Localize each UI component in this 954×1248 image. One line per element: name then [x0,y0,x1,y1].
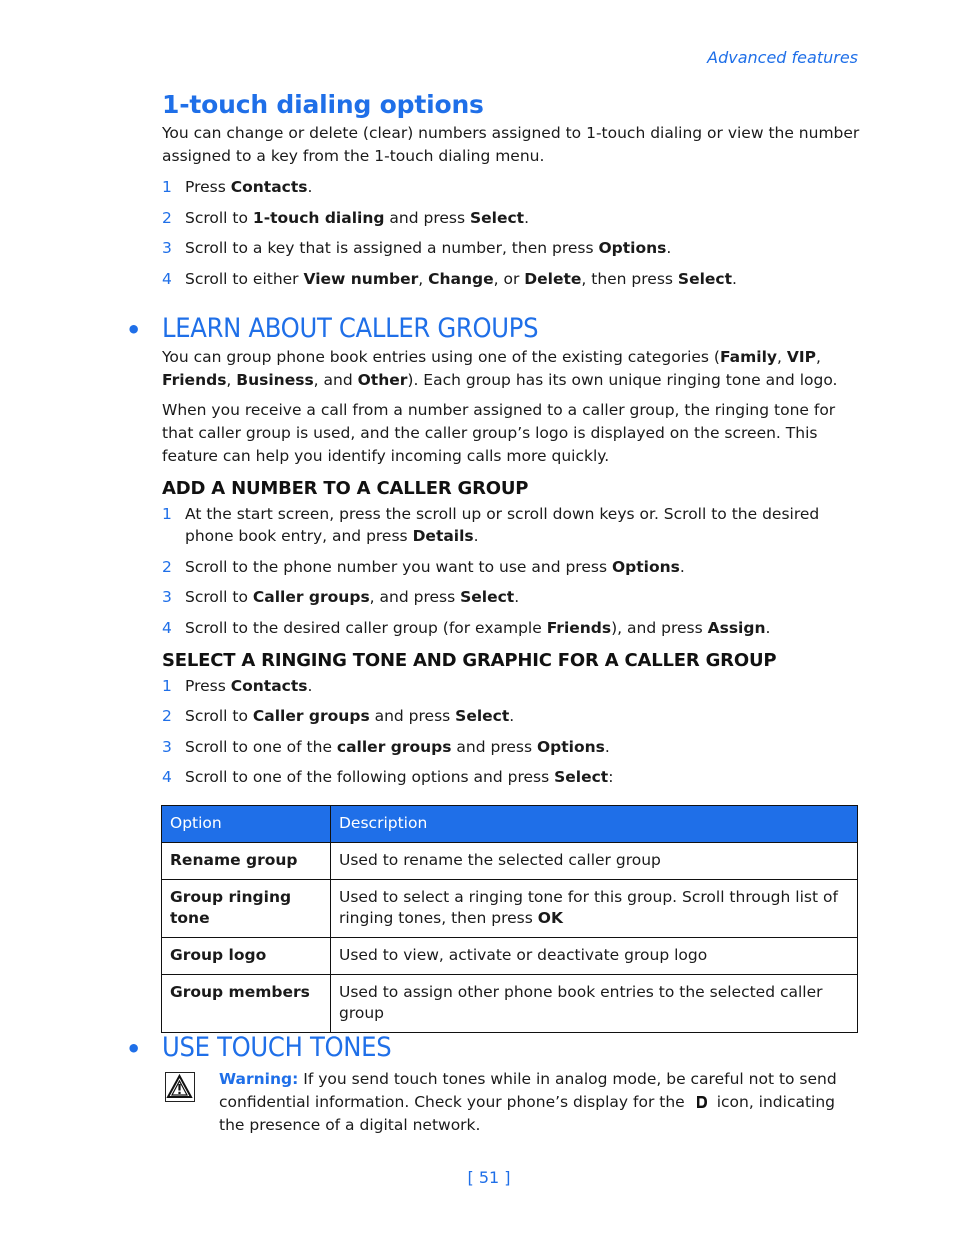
step-text: Scroll to a key that is assigned a number, then press Options. [185,239,672,257]
step-number: 2 [162,558,172,576]
step-number: 3 [162,588,172,606]
description-cell: Used to view, activate or deactivate group logo [331,938,858,975]
column-header-option: Option [162,806,331,843]
table-row [162,975,858,1033]
caller-groups-para-1: You can group phone book entries using one of the existing categories (Family, VIP, Friends, Business, and Other). Each group has its own unique ringing tone and logo. [162,348,838,389]
option-cell: Rename group [162,843,331,880]
page-number: [ 51 ] [467,1168,511,1187]
step-number: 4 [162,768,172,786]
step-text: Scroll to the phone number you want to use and press Options. [185,558,685,576]
description-cell: Used to rename the selected caller group [331,843,858,880]
description-cell: Used to select a ringing tone for this group. Scroll through list of ringing tones, then press OK [331,880,858,938]
section-title-touch-dialing: 1-touch dialing options [162,90,484,119]
step-number: 1 [162,178,172,196]
section-title-caller-groups: LEARN ABOUT CALLER GROUPS [162,313,539,344]
section-bullet: • [126,1035,142,1063]
step-text: Scroll to one of the following options and press Select: [185,768,614,786]
option-cell: Group logo [162,938,331,975]
step-text: Scroll to the desired caller group (for example Friends), and press Assign. [185,619,771,637]
step-text: Scroll to either View number, Change, or Delete, then press Select. [185,270,737,288]
warning-body-end: icon, indicating the presence of a digital network. [219,1093,836,1134]
step-text: Scroll to one of the caller groups and press Options. [185,738,610,756]
warning-body: If you send touch tones while in analog mode, be careful not to send confidential information. Check your phone’s display for the [219,1070,837,1111]
table-row [162,938,858,975]
step-number: 1 [162,677,172,695]
step-number: 4 [162,619,172,637]
step-number: 1 [162,505,172,523]
step-text: At the start screen, press the scroll up or scroll down keys or. Scroll to the desired phone book entry, and press Details. [185,505,820,545]
warning-text [219,1068,839,1137]
running-header: Advanced features [707,48,858,67]
subsection-title-select-tone: SELECT A RINGING TONE AND GRAPHIC FOR A CALLER GROUP [162,650,777,671]
subsection-title-add-number: ADD A NUMBER TO A CALLER GROUP [162,478,529,499]
table-header-row [162,806,858,843]
caller-groups-para-2: When you receive a call from a number assigned to a caller group, the ringing tone for that caller group is used, and the caller group’s logo is displayed on the screen. This feature can help you identify incoming calls more quickly. [162,401,836,465]
warning-label: Warning: [219,1070,299,1088]
step-number: 4 [162,270,172,288]
step-number: 2 [162,209,172,227]
section-title-touch-tones: USE TOUCH TONES [162,1032,392,1063]
step-text: Scroll to Caller groups, and press Select. [185,588,520,606]
section-bullet: • [126,316,142,344]
option-cell: Group ringing tone [162,880,331,938]
warning-triangle-icon [165,1072,195,1102]
step-number: 3 [162,738,172,756]
description-cell: Used to assign other phone book entries to the selected caller group [331,975,858,1033]
step-text: Press Contacts. [185,677,313,695]
touch-dialing-intro: You can change or delete (clear) numbers assigned to 1-touch dialing or view the number assigned to a key from the 1-touch dialing menu. [162,124,860,165]
options-table [161,805,858,1033]
table-row [162,880,858,938]
step-text: Press Contacts. [185,178,313,196]
step-number: 3 [162,239,172,257]
table-row [162,843,858,880]
step-text: Scroll to 1-touch dialing and press Select. [185,209,530,227]
digital-network-icon [697,1092,707,1104]
column-header-description: Description [331,806,858,843]
step-text: Scroll to Caller groups and press Select. [185,707,515,725]
step-number: 2 [162,707,172,725]
option-cell: Group members [162,975,331,1033]
